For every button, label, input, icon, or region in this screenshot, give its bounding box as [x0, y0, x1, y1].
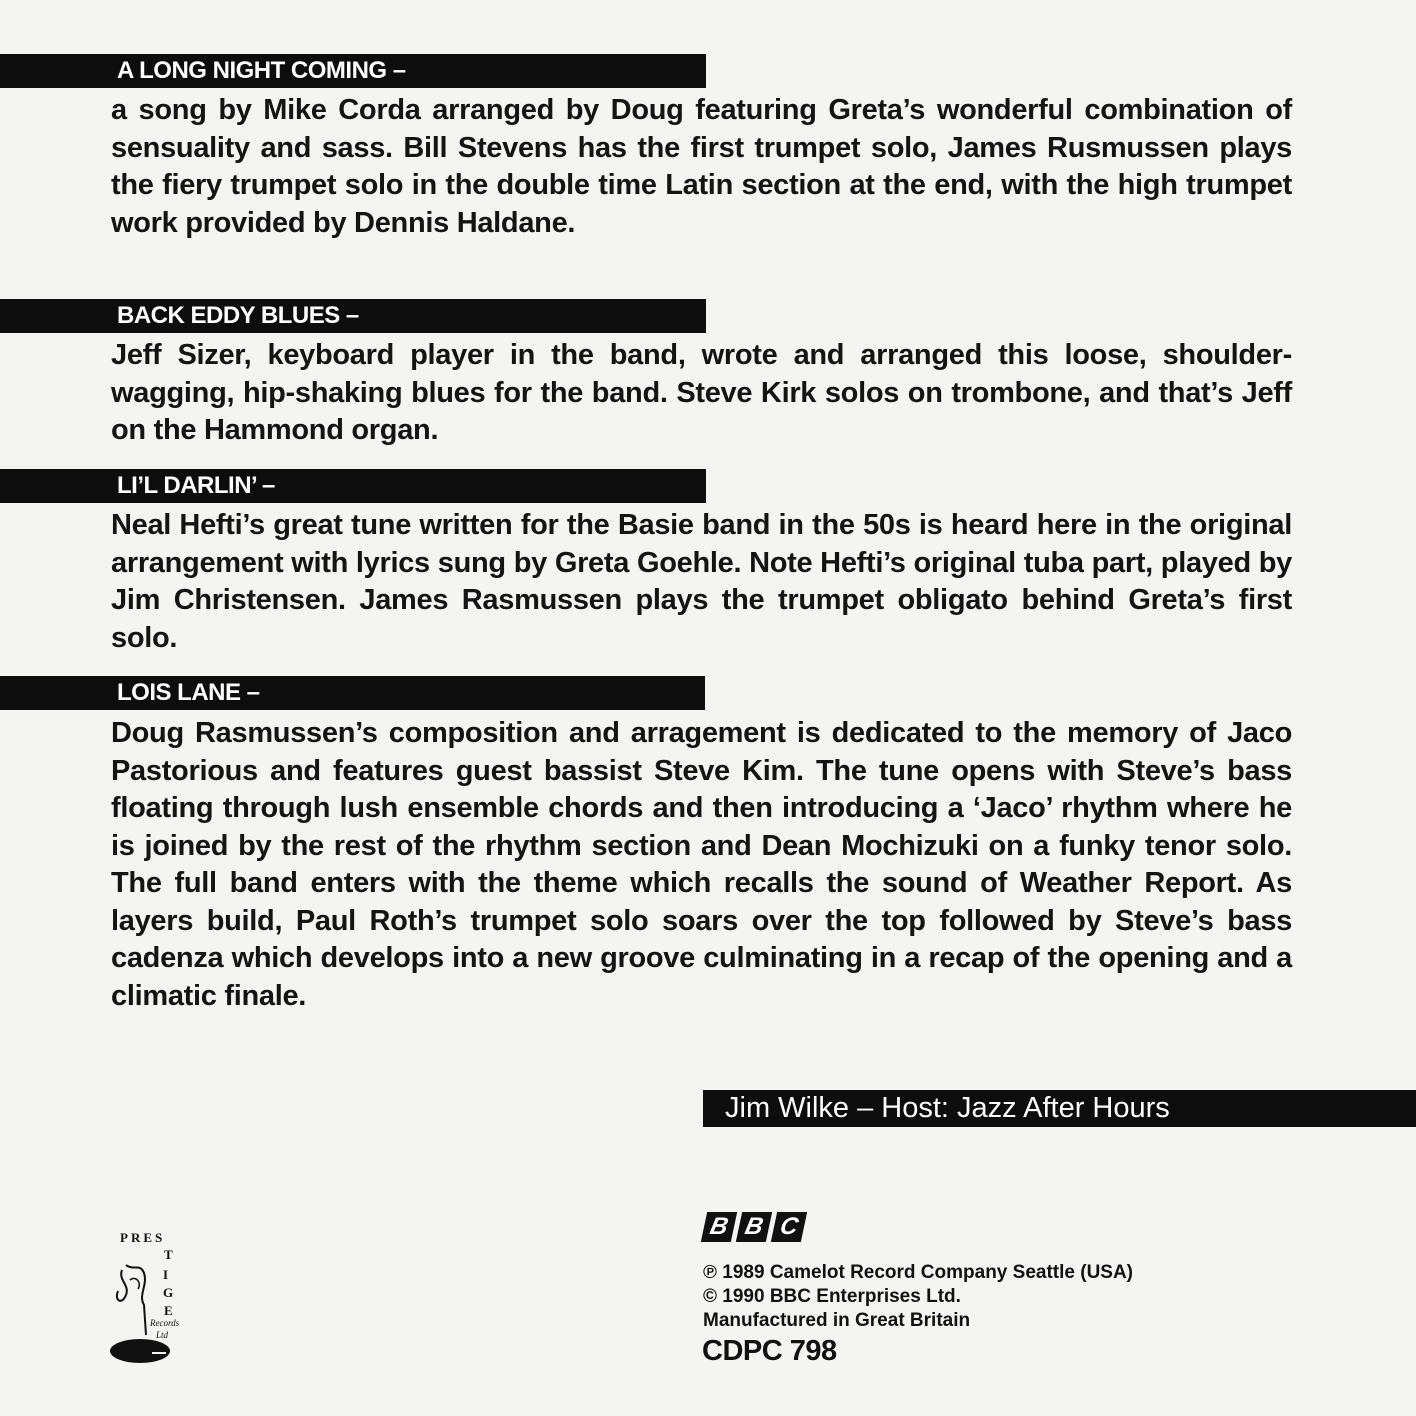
section-heading: A LONG NIGHT COMING –	[0, 54, 706, 88]
legal-line: ℗ 1989 Camelot Record Company Seattle (USA)	[703, 1262, 1134, 1283]
logo-letter: E	[164, 1303, 173, 1318]
logo-letters-top: PRES	[120, 1230, 166, 1245]
dancer-figure-icon	[100, 1225, 190, 1370]
logo-letter: I	[163, 1267, 169, 1282]
bbc-letter: B	[736, 1212, 772, 1242]
section-heading: LI’L DARLIN’ –	[0, 469, 706, 503]
section-heading: BACK EDDY BLUES –	[0, 299, 706, 333]
logo-records-text: Records	[150, 1318, 180, 1328]
legal-line: Manufactured in Great Britain	[703, 1310, 971, 1331]
prestige-records-logo	[100, 1225, 190, 1370]
bbc-letter: C	[771, 1212, 807, 1242]
section-heading: LOIS LANE –	[0, 676, 705, 710]
section-text: Doug Rasmussen’s composition and arragement is dedicated to the memory of Jaco Pastorious and features guest bassist Steve Kim. The tune opens with Steve’s bass floating through lush ensemble chords and then introducing a ‘Jaco’ rhythm where he is joined by the rest of the rhythm section and Dean Mochizuki on a funky tenor solo. The full band enters with the theme which recalls the sound of Weather Report. As layers build, Paul Roth’s trumpet solo soars over the top followed by Steve’s bass cadenza which develops into a new groove culminating in a recap of the opening and a climatic finale.	[111, 717, 1292, 1012]
catalog-number: CDPC 798	[702, 1335, 837, 1367]
logo-ltd-text: Ltd	[156, 1330, 169, 1340]
section-text: Neal Hefti’s great tune written for the Basie band in the 50s is heard here in the original arrangement with lyrics sung by Greta Goehle. Note Hefti’s original tuba part, played by Jim Christensen. James Rasmussen plays the trumpet obligato behind Greta’s first solo.	[111, 509, 1292, 654]
logo-letter: G	[163, 1285, 174, 1300]
legal-line: © 1990 BBC Enterprises Ltd.	[703, 1286, 961, 1307]
section-text: a song by Mike Corda arranged by Doug featuring Greta’s wonderful combination of sensuality and sass. Bill Stevens has the first trumpet solo, James Rusmussen plays the fiery trumpet solo in the double time Latin section at the end, with the high trumpet work provided by Dennis Haldane.	[111, 94, 1292, 239]
legal-notice	[703, 1261, 1133, 1333]
bbc-letter: B	[701, 1212, 737, 1242]
logo-letter: T	[164, 1247, 173, 1262]
author-credit: Jim Wilke – Host: Jazz After Hours	[703, 1090, 1416, 1127]
section-text: Jeff Sizer, keyboard player in the band, wrote and arranged this loose, shoulder-wagging, hip-shaking blues for the band. Steve Kirk solos on trombone, and that’s Jeff on the Hammond organ.	[111, 339, 1292, 446]
bbc-logo	[704, 1212, 804, 1242]
